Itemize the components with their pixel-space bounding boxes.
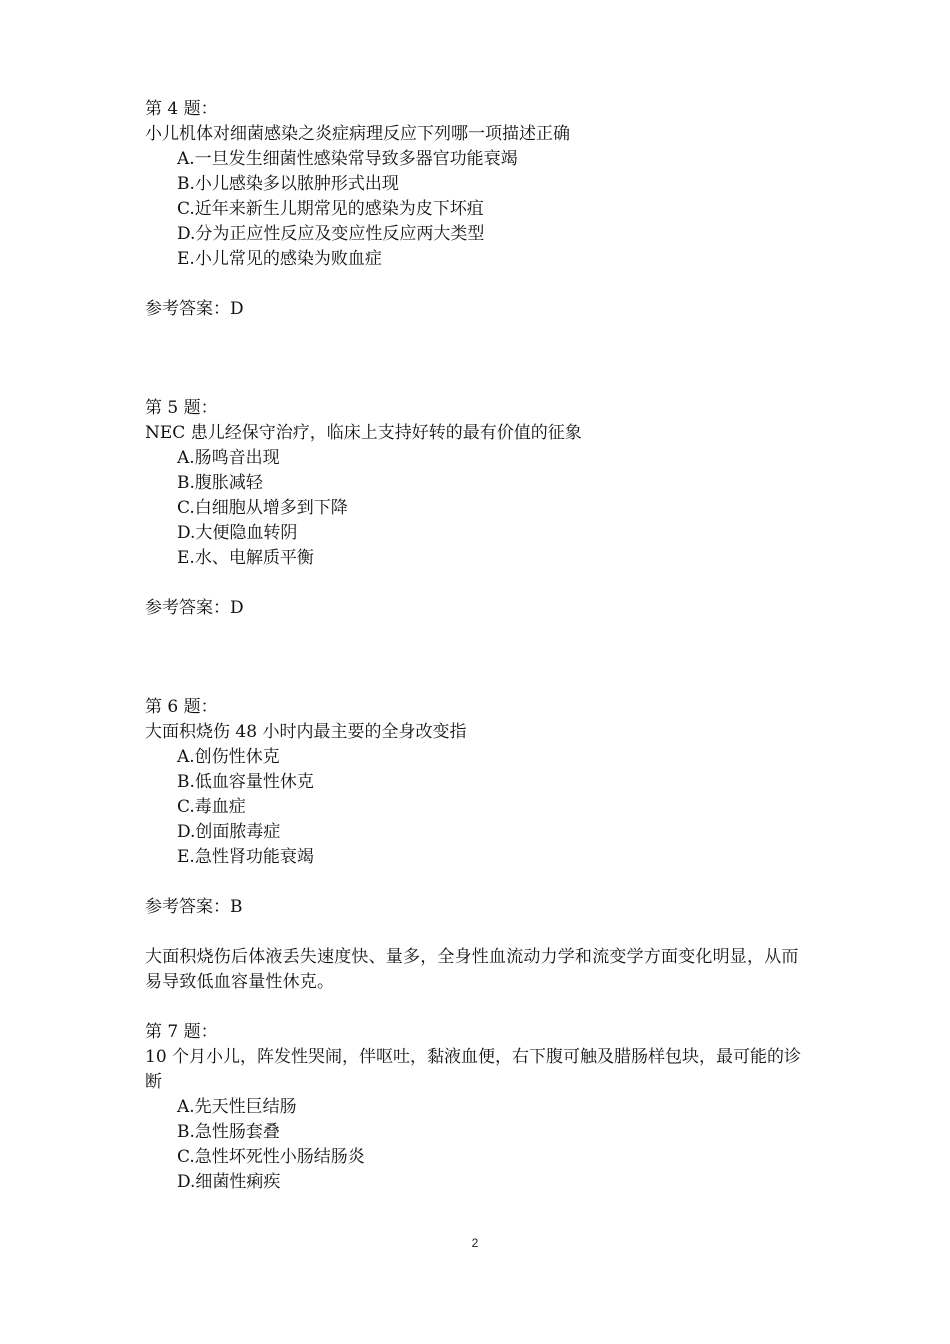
question-label: 第 6 题： xyxy=(145,697,218,717)
option-b: B.腹胀减轻 xyxy=(177,473,263,493)
answer-explanation: 大面积烧伤后体液丢失速度快、量多，全身性血流动力学和流变学方面变化明显，从而易导致低血容量性休克。 xyxy=(145,947,799,992)
page-content xyxy=(145,97,815,1195)
option-e: E.水、电解质平衡 xyxy=(177,548,314,568)
spacer xyxy=(145,322,815,396)
option-c: C.毒血症 xyxy=(177,797,246,817)
option-e: E.急性肾功能衰竭 xyxy=(177,847,314,867)
reference-answer: 参考答案：D xyxy=(145,598,244,618)
option-c: C.近年来新生儿期常见的感染为皮下坏疽 xyxy=(177,199,484,219)
option-c: C.白细胞从增多到下降 xyxy=(177,498,348,518)
option-a: A.创伤性休克 xyxy=(177,747,280,767)
question-4 xyxy=(145,97,815,322)
reference-answer: 参考答案：D xyxy=(145,299,244,319)
question-stem: NEC 患儿经保守治疗，临床上支持好转的最有价值的征象 xyxy=(145,423,582,443)
option-a: A.先天性巨结肠 xyxy=(177,1097,297,1117)
option-d: D.大便隐血转阴 xyxy=(177,523,298,543)
option-d: D.细菌性痢疾 xyxy=(177,1172,281,1192)
option-c: C.急性坏死性小肠结肠炎 xyxy=(177,1147,365,1167)
option-d: D.分为正应性反应及变应性反应两大类型 xyxy=(177,224,485,244)
question-stem: 10 个月小儿，阵发性哭闹，伴呕吐，黏液血便，右下腹可触及腊肠样包块，最可能的诊断 xyxy=(145,1047,802,1092)
question-stem: 小儿机体对细菌感染之炎症病理反应下列哪一项描述正确 xyxy=(145,124,570,144)
question-5 xyxy=(145,396,815,621)
option-a: A.肠鸣音出现 xyxy=(177,448,280,468)
question-label: 第 5 题： xyxy=(145,398,218,418)
question-label: 第 7 题： xyxy=(145,1022,218,1042)
question-stem: 大面积烧伤 48 小时内最主要的全身改变指 xyxy=(145,722,467,742)
option-list xyxy=(145,147,815,272)
spacer xyxy=(145,995,815,1020)
option-b: B.低血容量性休克 xyxy=(177,772,314,792)
reference-answer: 参考答案：B xyxy=(145,897,243,917)
option-a: A.一旦发生细菌性感染常导致多器官功能衰竭 xyxy=(177,149,518,169)
option-list xyxy=(145,745,815,870)
spacer xyxy=(145,621,815,695)
question-label: 第 4 题： xyxy=(145,99,218,119)
question-7 xyxy=(145,1020,815,1195)
option-list xyxy=(145,1095,815,1195)
option-list xyxy=(145,446,815,571)
option-d: D.创面脓毒症 xyxy=(177,822,281,842)
page-number: 2 xyxy=(471,1236,479,1250)
option-e: E.小儿常见的感染为败血症 xyxy=(177,249,382,269)
option-b: B.急性肠套叠 xyxy=(177,1122,280,1142)
question-6 xyxy=(145,695,815,995)
option-b: B.小儿感染多以脓肿形式出现 xyxy=(177,174,399,194)
